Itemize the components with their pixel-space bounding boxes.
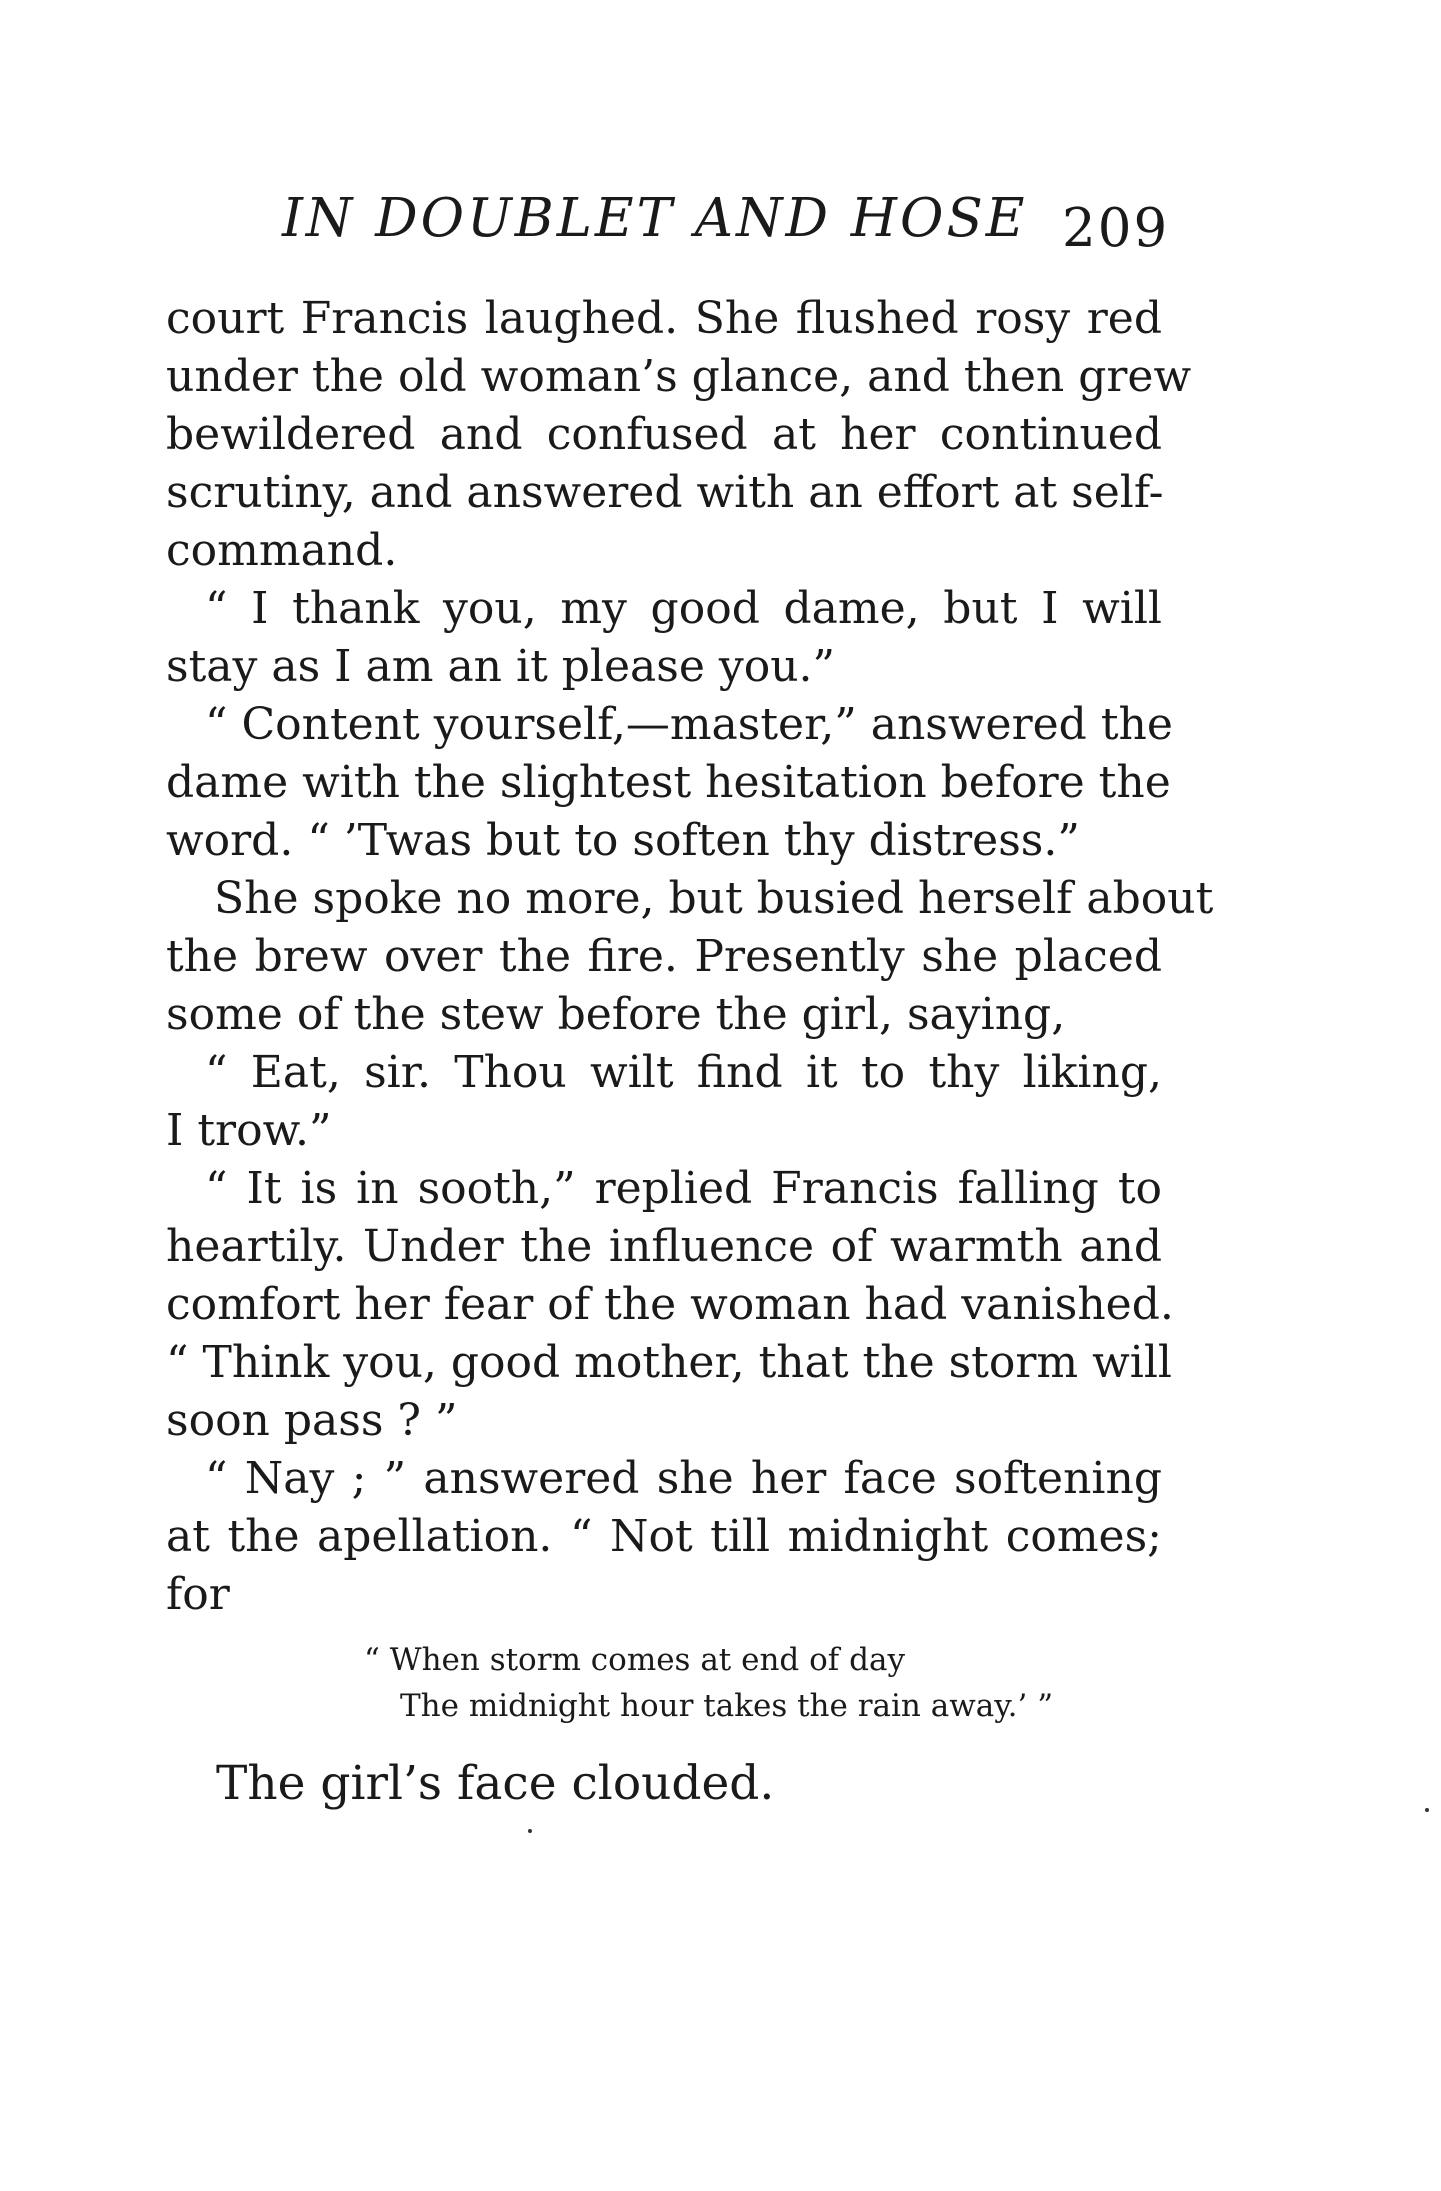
text-line: heartily. Under the influence of warmth and xyxy=(166,1221,1162,1272)
text-line: bewildered and confused at her continued xyxy=(166,409,1162,460)
verse-line: “ When storm comes at end of day xyxy=(364,1642,905,1678)
text-line: “ Nay ; ” answered she her face softening xyxy=(205,1453,1162,1504)
text-line: some of the stew before the girl, saying, xyxy=(166,989,1066,1040)
text-line: I trow.” xyxy=(166,1105,332,1156)
running-title: IN DOUBLET AND HOSE xyxy=(282,188,1028,249)
text-line: at the apellation. “ Not till midnight comes; xyxy=(166,1511,1162,1562)
text-line: court Francis laughed. She flushed rosy red xyxy=(166,293,1162,344)
text-line: “ I thank you, my good dame, but I will xyxy=(205,583,1162,634)
text-line: comfort her fear of the woman had vanished. xyxy=(166,1279,1174,1330)
text-line: scrutiny, and answered with an effort at self- xyxy=(166,467,1164,518)
text-line: the brew over the fire. Presently she placed xyxy=(166,931,1162,982)
text-line: “ It is in sooth,” replied Francis falling to xyxy=(205,1163,1162,1214)
text-line: dame with the slightest hesitation before the xyxy=(166,757,1171,808)
print-speck xyxy=(1425,1808,1429,1812)
text-line: “ Think you, good mother, that the storm will xyxy=(166,1337,1172,1388)
text-line: “ Content yourself,—master,” answered the xyxy=(205,699,1173,750)
text-line: soon pass ? ” xyxy=(166,1395,458,1446)
text-line: She spoke no more, but busied herself about xyxy=(214,873,1214,924)
text-line: command. xyxy=(166,525,398,576)
verse-line: The midnight hour takes the rain away.’ ” xyxy=(400,1688,1054,1724)
text-line: word. “ ’Twas but to soften thy distress.” xyxy=(166,815,1080,866)
text-line: “ Eat, sir. Thou wilt find it to thy liking, xyxy=(205,1047,1162,1098)
text-line: under the old woman’s glance, and then grew xyxy=(166,351,1192,402)
closing-line: The girl’s face clouded. xyxy=(216,1756,775,1811)
page-number: 209 xyxy=(1062,198,1170,259)
text-line: stay as I am an it please you.” xyxy=(166,641,836,692)
text-line: for xyxy=(166,1569,230,1620)
print-speck xyxy=(528,1829,532,1833)
